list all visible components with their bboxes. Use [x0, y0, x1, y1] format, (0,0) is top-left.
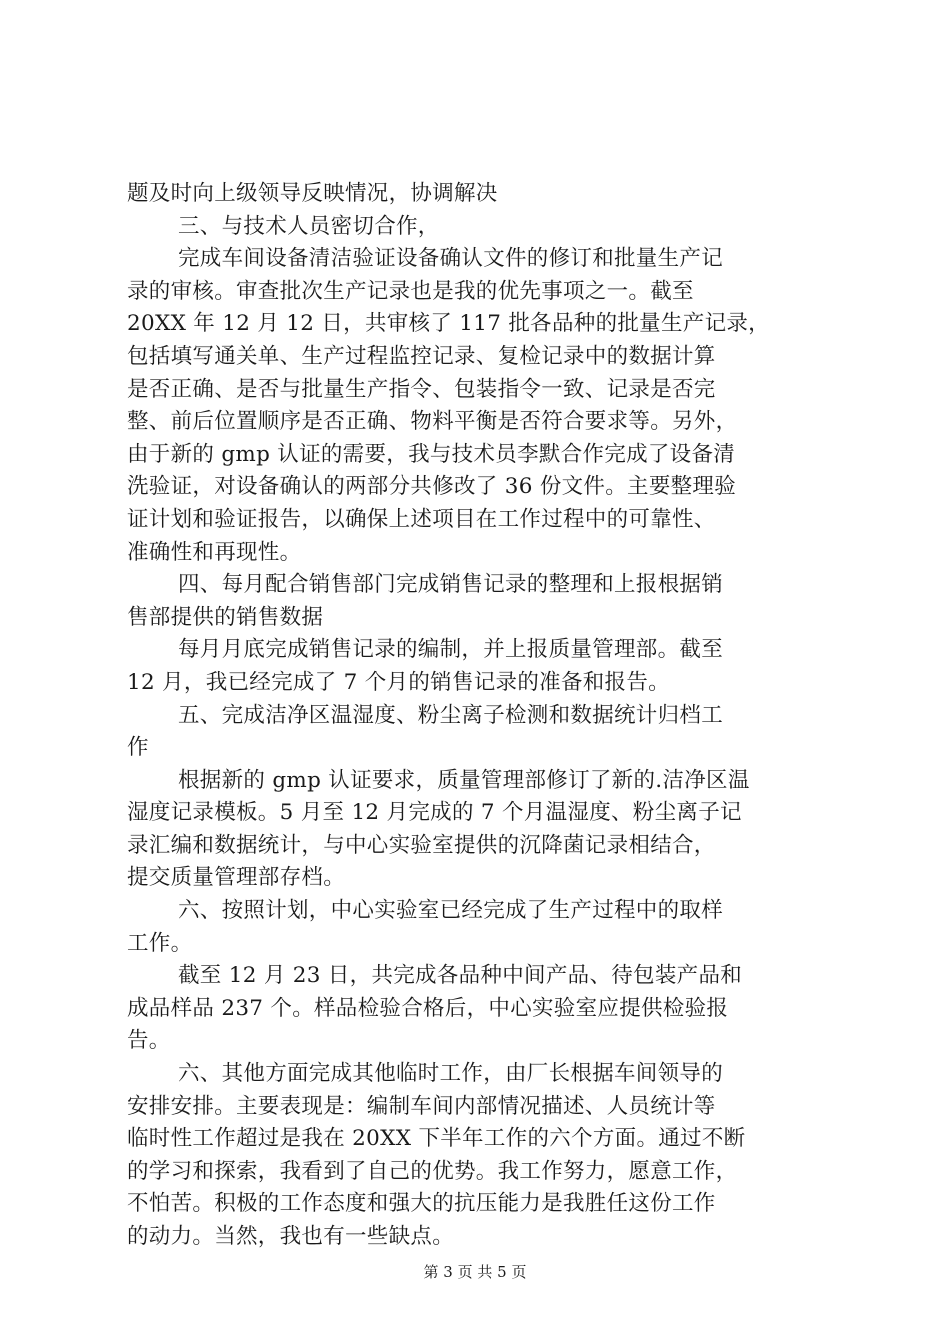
text-line: 录的审核。审查批次生产记录也是我的优先事项之一。截至 [127, 278, 694, 304]
text-line: 三、与技术人员密切合作， [178, 213, 440, 239]
text-line: 成品样品 237 个。样品检验合格后，中心实验室应提供检验报 [127, 995, 729, 1021]
text-line: 整、前后位置顺序是否正确、物料平衡是否符合要求等。另外， [127, 409, 738, 435]
text-line: 是否正确、是否与批量生产指令、包装指令一致、记录是否完 [127, 376, 716, 402]
text-line: 六、其他方面完成其他临时工作，由厂长根据车间领导的 [178, 1061, 724, 1087]
text-line: 告。 [127, 1028, 171, 1054]
text-line: 临时性工作超过是我在 20XX 下半年工作的六个方面。通过不断 [127, 1126, 746, 1152]
text-line: 准确性和再现性。 [127, 539, 302, 565]
text-line: 售部提供的销售数据 [127, 604, 324, 630]
text-line: 12 月，我已经完成了 7 个月的销售记录的准备和报告。 [127, 669, 670, 695]
text-line: 五、完成洁净区温湿度、粉尘离子检测和数据统计归档工 [178, 702, 724, 728]
text-line: 完成车间设备清洁验证设备确认文件的修订和批量生产记 [178, 246, 724, 272]
text-line: 每月月底完成销售记录的编制，并上报质量管理部。截至 [178, 637, 724, 663]
text-line: 题及时向上级领导反映情况，协调解决 [127, 181, 498, 206]
text-line: 四、每月配合销售部门完成销售记录的整理和上报根据销 [178, 572, 724, 598]
page-footer: 第 3 页 共 5 页 [423, 1263, 527, 1281]
text-line: 提交质量管理部存档。 [127, 865, 346, 891]
text-line: 的学习和探索，我看到了自己的优势。我工作努力，愿意工作， [127, 1158, 738, 1184]
text-line: 由于新的 gmp 认证的需要，我与技术员李默合作完成了设备清 [127, 441, 736, 467]
text-line: 六、按照计划，中心实验室已经完成了生产过程中的取样 [178, 898, 724, 924]
text-line: 安排安排。主要表现是：编制车间内部情况描述、人员统计等 [127, 1093, 716, 1119]
text-line: 工作。 [127, 930, 193, 956]
text-line: 不怕苦。积极的工作态度和强大的抗压能力是我胜任这份工作 [127, 1191, 716, 1217]
document-body [127, 178, 839, 1254]
text-line: 作 [127, 735, 149, 761]
text-line: 20XX 年 12 月 12 日，共审核了 117 批各品种的批量生产记录， [127, 311, 770, 337]
text-line: 包括填写通关单、生产过程监控记录、复检记录中的数据计算 [127, 343, 716, 369]
text-line: 证计划和验证报告，以确保上述项目在工作过程中的可靠性、 [127, 506, 716, 532]
text-line: 洗验证，对设备确认的两部分共修改了 36 份文件。主要整理验 [127, 474, 737, 500]
text-line: 的动力。当然，我也有一些缺点。 [127, 1224, 455, 1249]
text-line: 根据新的 gmp 认证要求，质量管理部修订了新的.洁净区温 [178, 767, 750, 793]
text-line: 湿度记录模板。5 月至 12 月完成的 7 个月温湿度、粉尘离子记 [127, 800, 742, 826]
text-line: 录汇编和数据统计，与中心实验室提供的沉降菌记录相结合， [127, 832, 716, 858]
text-line: 截至 12 月 23 日，共完成各品种中间产品、待包装产品和 [178, 963, 743, 989]
